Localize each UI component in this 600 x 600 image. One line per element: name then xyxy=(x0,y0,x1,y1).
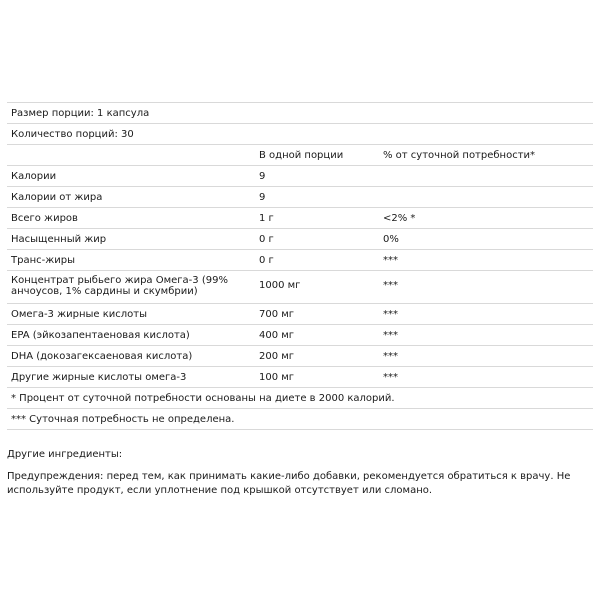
servings-count-row xyxy=(7,124,593,145)
table-row xyxy=(7,271,593,304)
nutrient-amount: 200 мг xyxy=(259,351,295,362)
serving-size-row xyxy=(7,103,593,124)
nutrient-name: Транс-жиры xyxy=(11,255,75,266)
table-row xyxy=(7,346,593,367)
table-row xyxy=(7,229,593,250)
nutrient-name: Концентрат рыбьего жира Омега-3 (99% анчоусов, 1% сардины и скумбрии) xyxy=(11,275,228,297)
nutrient-amount: 1 г xyxy=(259,213,274,224)
footnote-row xyxy=(7,409,593,430)
footnote-row xyxy=(7,388,593,409)
nutrient-name: EPA (эйкозапентаеновая кислота) xyxy=(11,330,190,341)
serving-size-label: Размер порции: 1 капсула xyxy=(11,108,150,119)
undefined-dv-footnote: *** Суточная потребность не определена. xyxy=(11,414,235,425)
nutrient-amount: 0 г xyxy=(259,234,274,245)
table-row xyxy=(7,208,593,229)
nutrient-name: Омега-3 жирные кислоты xyxy=(11,309,147,320)
nutrient-daily-value: *** xyxy=(383,255,398,266)
nutrient-name: Насыщенный жир xyxy=(11,234,107,245)
other-ingredients-label: Другие ингредиенты: xyxy=(7,449,123,460)
table-row xyxy=(7,250,593,271)
nutrient-name: DHA (докозагексаеновая кислота) xyxy=(11,351,193,362)
nutrient-name: Другие жирные кислоты омега-3 xyxy=(11,372,187,383)
nutrient-name: Всего жиров xyxy=(11,213,78,224)
supplement-facts-table xyxy=(7,102,593,430)
nutrient-amount: 0 г xyxy=(259,255,274,266)
nutrient-daily-value: *** xyxy=(383,372,398,383)
warning-text: Предупреждения: перед тем, как принимать какие-либо добавки, рекомендуется обратиться к врачу. Не используйте продукт, если уплотнение под крышкой отсутствует или сломано. xyxy=(7,471,571,496)
daily-value-header: % от суточной потребности* xyxy=(383,150,536,161)
nutrient-daily-value: 0% xyxy=(383,234,399,245)
nutrient-name: Калории от жира xyxy=(11,192,103,203)
servings-count-label: Количество порций: 30 xyxy=(11,129,134,140)
nutrient-amount: 9 xyxy=(259,192,266,203)
table-row xyxy=(7,325,593,346)
daily-value-footnote: * Процент от суточной потребности основаны на диете в 2000 калорий. xyxy=(11,393,395,404)
nutrient-daily-value: *** xyxy=(383,280,398,291)
nutrient-amount: 700 мг xyxy=(259,309,295,320)
nutrient-amount: 400 мг xyxy=(259,330,295,341)
nutrient-amount: 1000 мг xyxy=(259,280,301,291)
table-row xyxy=(7,367,593,388)
table-row xyxy=(7,187,593,208)
nutrient-amount: 9 xyxy=(259,171,266,182)
nutrient-daily-value: *** xyxy=(383,330,398,341)
nutrient-name: Калории xyxy=(11,171,57,182)
nutrient-daily-value: <2% * xyxy=(383,213,416,224)
nutrient-daily-value: *** xyxy=(383,309,398,320)
table-row xyxy=(7,304,593,325)
table-row xyxy=(7,166,593,187)
table-header-row xyxy=(7,145,593,166)
nutrient-daily-value: *** xyxy=(383,351,398,362)
nutrient-amount: 100 мг xyxy=(259,372,295,383)
per-serving-header: В одной порции xyxy=(259,150,344,161)
